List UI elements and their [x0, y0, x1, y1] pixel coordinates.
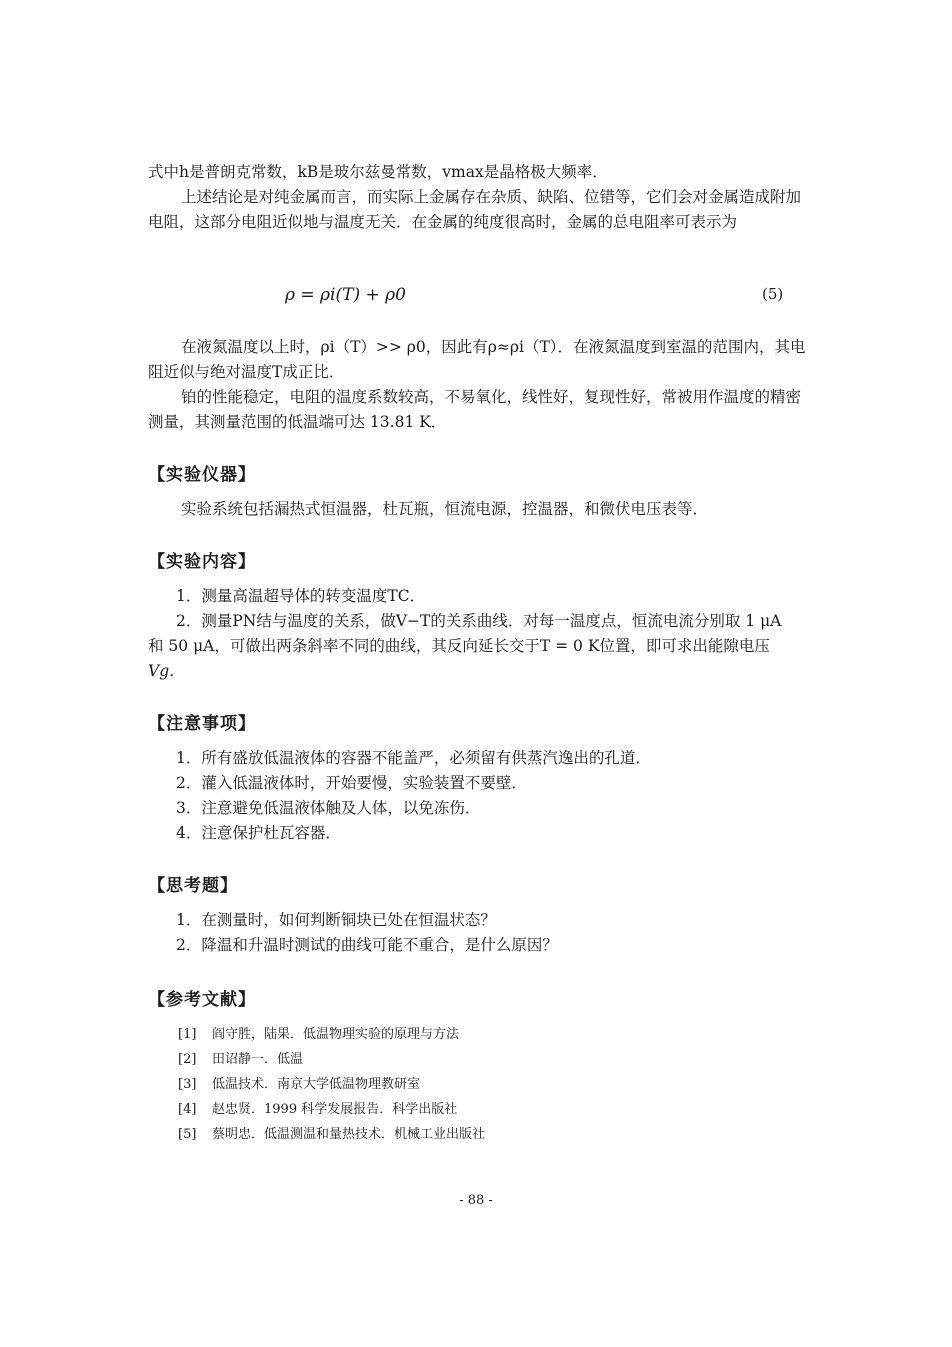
heading-notes: 【注意事项】	[148, 714, 256, 734]
notes-item: 3．注意避免低温液体触及人体，以免冻伤．	[176, 799, 481, 817]
heading-references: 【参考文献】	[148, 990, 256, 1010]
paragraph-resistance: 上述结论是对纯金属而言，而实际上金属存在杂质、缺陷、位错等，它们会对金属造成附加电阻，这部分电阻近似地与温度无关．在金属的纯度很高时，金属的总电阻率可表示为	[148, 188, 802, 231]
page-number: - 88 -	[459, 1193, 493, 1208]
reference-text: 田诏静一．低温	[212, 1052, 304, 1067]
reference-number: [5]	[178, 1127, 197, 1142]
content-item-2-line-1: 2．测量PN结与温度的关系，做V−T的关系曲线．对每一温度点，恒流电流分别取 1 μA	[176, 612, 782, 630]
notes-item: 2．灌入低温液体时，开始要慢，实验装置不要壁．	[176, 774, 527, 792]
paragraph-liquid-nitrogen: 在液氮温度以上时，ρi（T）>> ρ0，因此有ρ≈ρi（T）．在液氮温度到室温的范围内，其电阻近似与绝对温度T成正比．	[148, 338, 806, 381]
reference-item	[178, 1123, 485, 1142]
content-item-2-line-3: Vg．	[148, 662, 185, 680]
heading-questions: 【思考题】	[148, 876, 238, 896]
paragraph-platinum: 铂的性能稳定，电阻的温度系数较高，不易氧化，线性好，复现性好，常被用作温度的精密测量，其测量范围的低温端可达 13.81 K．	[148, 388, 802, 431]
equation-5: ρ = ρi(T) + ρ0	[285, 285, 406, 305]
reference-number: [3]	[178, 1077, 197, 1092]
instruments-text: 实验系统包括漏热式恒温器，杜瓦瓶，恒流电源，控温器，和微伏电压表等．	[181, 500, 709, 518]
reference-text: 赵忠贤．1999 科学发展报告．科学出版社	[212, 1102, 458, 1117]
paragraph-constants: 式中h是普朗克常数，kB是玻尔兹曼常数，vmax是晶格极大频率．	[148, 163, 608, 181]
reference-item	[178, 1048, 303, 1067]
equation-number: (5)	[762, 285, 784, 303]
reference-item	[178, 1023, 459, 1042]
reference-item	[178, 1098, 457, 1117]
content-item-1: 1．测量高温超导体的转变温度TC．	[176, 587, 426, 605]
question-item: 2．降温和升温时测试的曲线可能不重合，是什么原因？	[176, 936, 558, 954]
reference-number: [1]	[178, 1027, 197, 1042]
reference-number: [4]	[178, 1102, 197, 1117]
content-item-2-line-2: 和 50 μA，可做出两条斜率不同的曲线，其反向延长交于T = 0 K位置，即可求出能隙电压	[148, 637, 770, 655]
notes-item: 1．所有盛放低温液体的容器不能盖严，必须留有供蒸汽逸出的孔道．	[176, 749, 651, 767]
reference-text: 蔡明忠．低温测温和量热技术．机械工业出版社	[212, 1127, 486, 1142]
heading-instruments: 【实验仪器】	[148, 465, 256, 485]
question-item: 1．在测量时，如何判断铜块已处在恒温状态？	[176, 911, 496, 929]
reference-text: 阎守胜，陆果．低温物理实验的原理与方法	[212, 1027, 460, 1042]
reference-text: 低温技术．南京大学低温物理教研室	[212, 1077, 421, 1092]
notes-item: 4．注意保护杜瓦容器．	[176, 824, 341, 842]
reference-item	[178, 1073, 420, 1092]
heading-content: 【实验内容】	[148, 552, 256, 572]
reference-number: [2]	[178, 1052, 197, 1067]
